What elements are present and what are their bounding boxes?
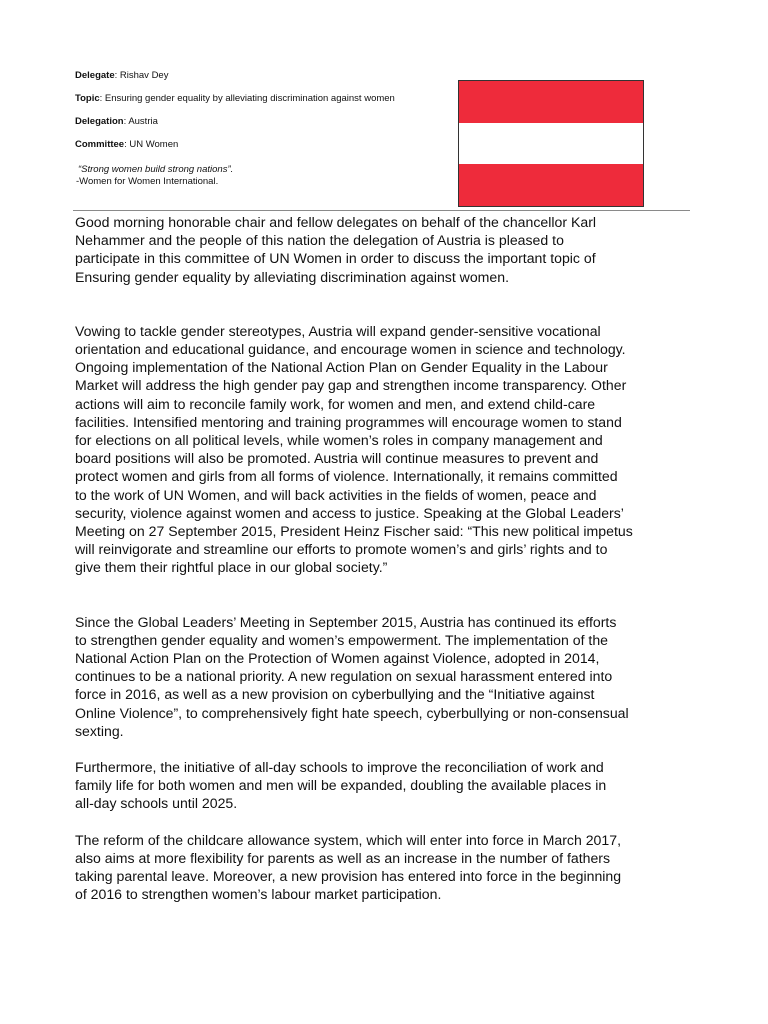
quote-block bbox=[75, 164, 445, 188]
flag-stripe-bottom bbox=[459, 164, 643, 206]
paragraph-policy: Vowing to tackle gender stereotypes, Austria will expand gender-sensitive vocational orientation and educational guidance, and encourage women in science and technology. Ongoing implementation of the National Action Plan on Gender Equality in the Labour Market will address the high gender pay gap and strengthen income transparency. Other actions will aim to reconcile family work, for women and men, and extend child-care facilities. Intensified mentoring and training programmes will encourage women to stand for elections on all political levels, while women’s roles in company management and board positions will also be promoted. Austria will continue measures to prevent and protect women and girls from all forms of violence. Internationally, it remains committed to the work of UN Women, and will back activities in the fields of women, peace and security, violence against women and access to justice. Speaking at the Global Leaders’ Meeting on 27 September 2015, President Heinz Fischer said: “This new political impetus will reinvigorate and streamline our efforts to promote women’s and girls’ rights and to give them their rightful place in our global society.” bbox=[75, 322, 633, 576]
flag-stripe-middle bbox=[459, 123, 643, 165]
topic-line bbox=[75, 93, 445, 105]
paragraph-opening: Good morning honorable chair and fellow delegates on behalf of the chancellor Karl Nehammer and the people of this nation the delegation of Austria is pleased to participate in this committee of UN Women in order to discuss the important topic of Ensuring gender equality by alleviating discrimination against women. bbox=[75, 214, 597, 285]
delegation-label: Delegation bbox=[75, 116, 124, 127]
topic-value: : Ensuring gender equality by alleviating discrimination against women bbox=[99, 93, 395, 104]
delegate-value: : Rishav Dey bbox=[114, 70, 169, 81]
delegate-label: Delegate bbox=[75, 70, 115, 81]
delegate-line bbox=[75, 70, 445, 82]
paragraph-spacer bbox=[75, 577, 700, 613]
quote-text: “Strong women build strong nations”. bbox=[78, 164, 234, 175]
speech-body bbox=[75, 213, 700, 904]
header-metadata bbox=[75, 70, 445, 188]
paragraph-childcare: The reform of the childcare allowance system, which will enter into force in March 2017, also aims at more flexibility for parents as well as an increase in the number of fathers taking parental leave. Moreover, a new provision has entered into force in the beginning of 2016 to strengthen women’s labour market participation. bbox=[75, 831, 622, 903]
austria-flag bbox=[458, 80, 644, 207]
delegation-value: : Austria bbox=[123, 116, 158, 127]
committee-value: : UN Women bbox=[124, 139, 179, 150]
topic-label: Topic bbox=[75, 93, 100, 104]
flag-stripe-top bbox=[459, 81, 643, 123]
paragraph-spacer bbox=[75, 286, 700, 322]
paragraph-progress: Since the Global Leaders’ Meeting in September 2015, Austria has continued its efforts to strengthen gender equality and women’s empowerment. The implementation of the National Action Plan on the Protection of Women against Violence, adopted in 2014, continues to be a national priority. A new regulation on sexual harassment entered into force in 2016, as well as a new provision on cyberbullying and the “Initiative against Online Violence”, to comprehensively fight hate speech, cyberbullying or non-consensual sexting. bbox=[75, 613, 629, 739]
header-divider bbox=[73, 210, 690, 211]
committee-line bbox=[75, 139, 445, 151]
delegation-line bbox=[75, 116, 445, 128]
paragraph-schools: Furthermore, the initiative of all-day schools to improve the reconciliation of work and family life for both women and men will be expanded, doubling the available places in all-day schools until 2025. bbox=[75, 759, 607, 812]
paragraph-spacer bbox=[75, 813, 700, 831]
quote-attribution: -Women for Women International. bbox=[76, 176, 219, 187]
paragraph-spacer bbox=[75, 740, 700, 758]
committee-label: Committee bbox=[75, 139, 125, 150]
